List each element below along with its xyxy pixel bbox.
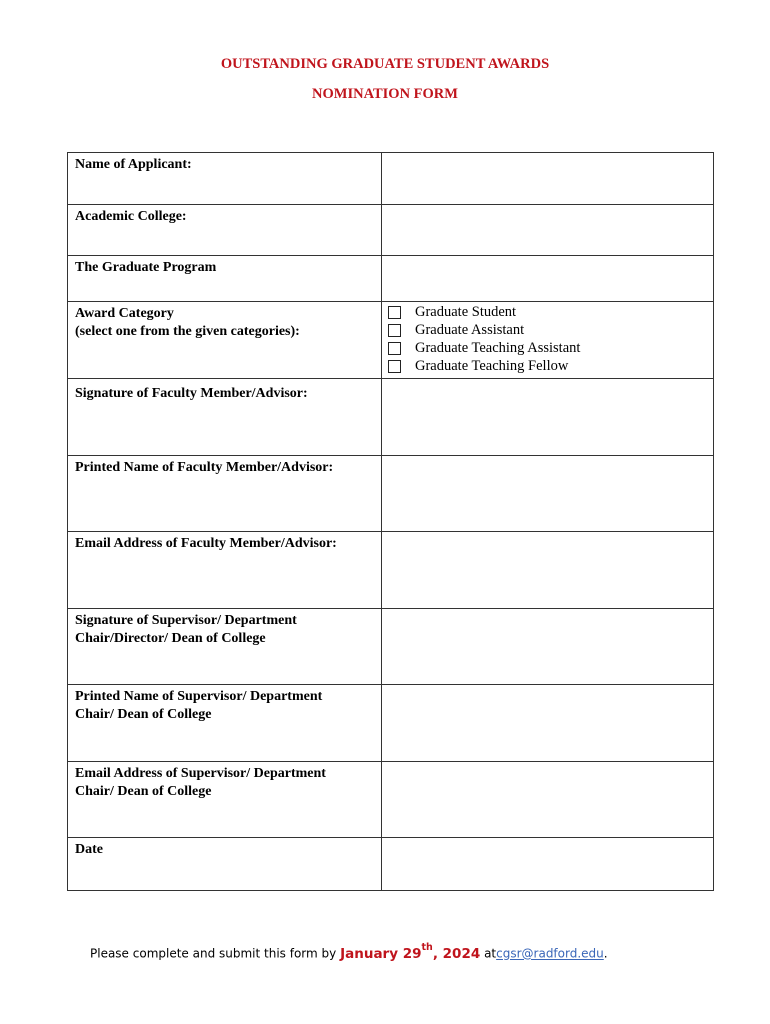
award-category-options [382,302,714,379]
form-subtitle: NOMINATION FORM [312,86,458,102]
award-option-graduate-student[interactable]: Graduate Student [388,303,713,321]
faculty-signature-field[interactable] [382,379,714,456]
award-category-label [68,302,382,379]
row-supervisor-signature [68,609,714,685]
faculty-signature-label: Signature of Faculty Member/Advisor: [68,379,382,456]
supervisor-email-field[interactable] [382,762,714,838]
award-option-graduate-teaching-assistant[interactable]: Graduate Teaching Assistant [388,339,713,357]
instruction-text: Please complete and submit this form by [90,946,337,961]
date-label: Date [68,838,382,891]
award-category-instruction: (select one from the given categories): [75,324,300,339]
row-date [68,838,714,891]
row-academic-college [68,205,714,256]
row-award-category [68,302,714,379]
applicant-name-label: Name of Applicant: [68,153,382,205]
at-text: at [484,946,497,961]
row-faculty-signature [68,379,714,456]
row-supervisor-email [68,762,714,838]
row-faculty-email [68,532,714,609]
submission-email-link[interactable]: cgsr@radford.edu [496,946,604,961]
deadline-date: January 29th, 2024 [340,942,481,962]
checkbox-icon[interactable] [388,324,401,337]
graduate-program-field[interactable] [382,256,714,302]
supervisor-signature-label: Signature of Supervisor/ Department Chair/Director/ Dean of College [68,609,382,685]
row-graduate-program [68,256,714,302]
row-applicant-name [68,153,714,205]
checkbox-icon[interactable] [388,342,401,355]
row-faculty-printed-name [68,456,714,532]
graduate-program-label: The Graduate Program [68,256,382,302]
academic-college-field[interactable] [382,205,714,256]
supervisor-email-label: Email Address of Supervisor/ Department Chair/ Dean of College [68,762,382,838]
award-option-graduate-assistant[interactable]: Graduate Assistant [388,321,713,339]
award-category-title: Award Category [75,306,174,321]
faculty-printed-name-field[interactable] [382,456,714,532]
submission-instructions: Please complete and submit this form by January 29th, 2024 atcgsr@radford.edu. [90,942,608,962]
checkbox-icon[interactable] [388,360,401,373]
supervisor-printed-name-label: Printed Name of Supervisor/ Department Chair/ Dean of College [68,685,382,762]
checkbox-icon[interactable] [388,306,401,319]
academic-college-label: Academic College: [68,205,382,256]
faculty-email-field[interactable] [382,532,714,609]
supervisor-signature-field[interactable] [382,609,714,685]
date-field[interactable] [382,838,714,891]
supervisor-printed-name-field[interactable] [382,685,714,762]
award-option-graduate-teaching-fellow[interactable]: Graduate Teaching Fellow [388,357,713,375]
faculty-printed-name-label: Printed Name of Faculty Member/Advisor: [68,456,382,532]
faculty-email-label: Email Address of Faculty Member/Advisor: [68,532,382,609]
applicant-name-field[interactable] [382,153,714,205]
row-supervisor-printed-name [68,685,714,762]
nomination-table [67,152,714,891]
form-title: OUTSTANDING GRADUATE STUDENT AWARDS [220,56,550,72]
